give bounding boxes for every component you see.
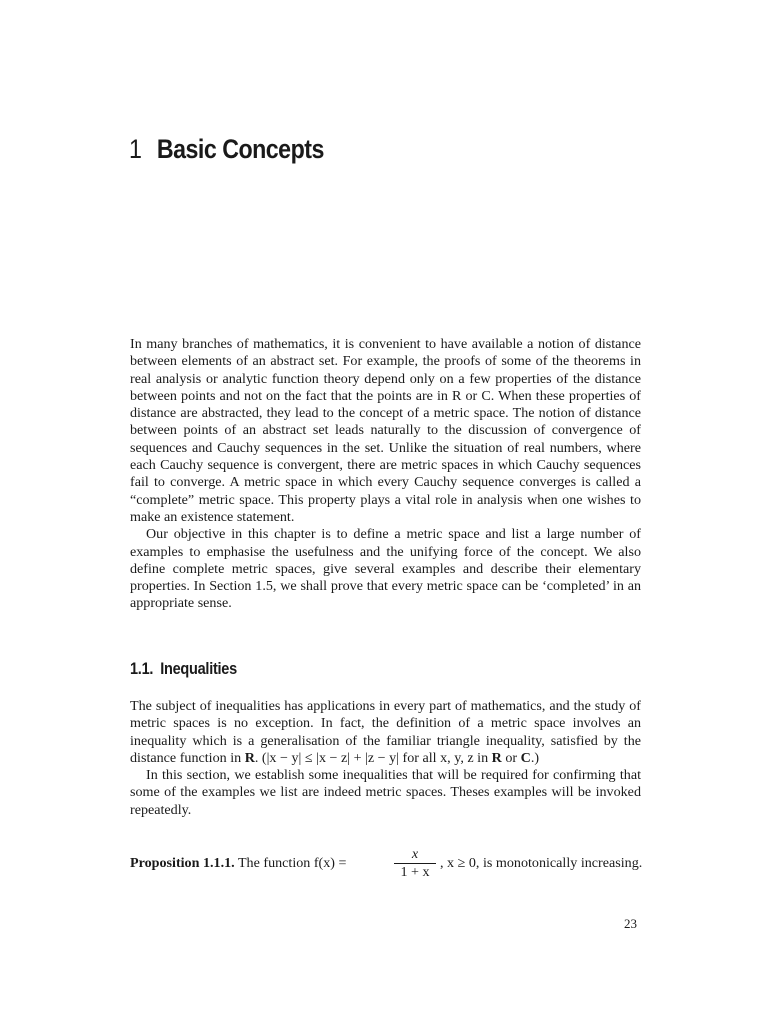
section-body [130, 698, 641, 819]
section-paragraph-1 [130, 698, 641, 767]
fraction [392, 846, 438, 881]
section-heading [130, 660, 237, 679]
section-title: Inequalities [160, 660, 237, 678]
intro-paragraph-2: Our objective in this chapter is to define a metric space and list a large number of examples to emphasise the usefulness and the unifying force of the concept. We also define complete metric spaces, give several examples and describe their elementary properties. In Section 1.5, we shall prove that every metric space can be ‘completed’ in an appropriate sense. [130, 526, 641, 612]
p1-start: The subject of inequalities has applications in every part of mathematics, and the study of metric spaces is no exception. In fact, the definition of a metric space involves an inequality which is a generalisation of the familiar triangle inequality, satisfied by the distance function in [130, 698, 641, 766]
section-paragraph-2: In this section, we establish some inequalities that will be required for confirming that some of the examples we list are indeed metric spaces. Theses examples will be invoked repeatedly. [130, 767, 641, 818]
proposition-lead [130, 855, 346, 872]
p1-complex-symbol: C [520, 749, 531, 766]
p1-end: .) [530, 749, 540, 766]
proposition-text-before: The function f(x) = [234, 855, 347, 871]
proposition-label: Proposition 1.1.1. [130, 855, 235, 871]
chapter-title-text: Basic Concepts [156, 134, 324, 164]
p1-or: or [501, 749, 521, 766]
intro-paragraph-1: In many branches of mathematics, it is convenient to have available a notion of distance between elements of an abstract set. For example, the proofs of some of the theorems in real analysis or analytic function theory depend only on a few properties of the distance between points and not on the fact that the points are in R or C. When these properties of distance are abstracted, they lead to the concept of a metric space. The notion of distance between points of an abstract set leads naturally to the discussion of convergence of sequences and Cauchy sequences in the set. Unlike the situation of real numbers, where each Cauchy sequence is convergent, there are metric spaces in which Cauchy sequences fail to converge. A metric space in which every Cauchy sequence converges is called a “complete” metric space. This property plays a vital role in analysis when one wishes to make an existence statement. [130, 336, 641, 525]
chapter-title [129, 134, 324, 165]
proposition-text-after: , x ≥ 0, is monotonically increasing. [440, 855, 643, 871]
fraction-numerator: x [411, 846, 419, 862]
intro-section [130, 336, 641, 613]
p1-real-symbol: R [244, 749, 255, 766]
section-number: 1.1. [130, 660, 154, 678]
fraction-denominator: 1 + x [400, 864, 430, 880]
proposition-1-1-1 [130, 846, 650, 882]
p1-formula: . (|x − y| ≤ |x − z| + |z − y| for all x, y, z in [254, 749, 492, 766]
page-number: 23 [624, 916, 637, 931]
p1-real-symbol-2: R [491, 749, 502, 766]
chapter-number: 1 [129, 134, 142, 164]
